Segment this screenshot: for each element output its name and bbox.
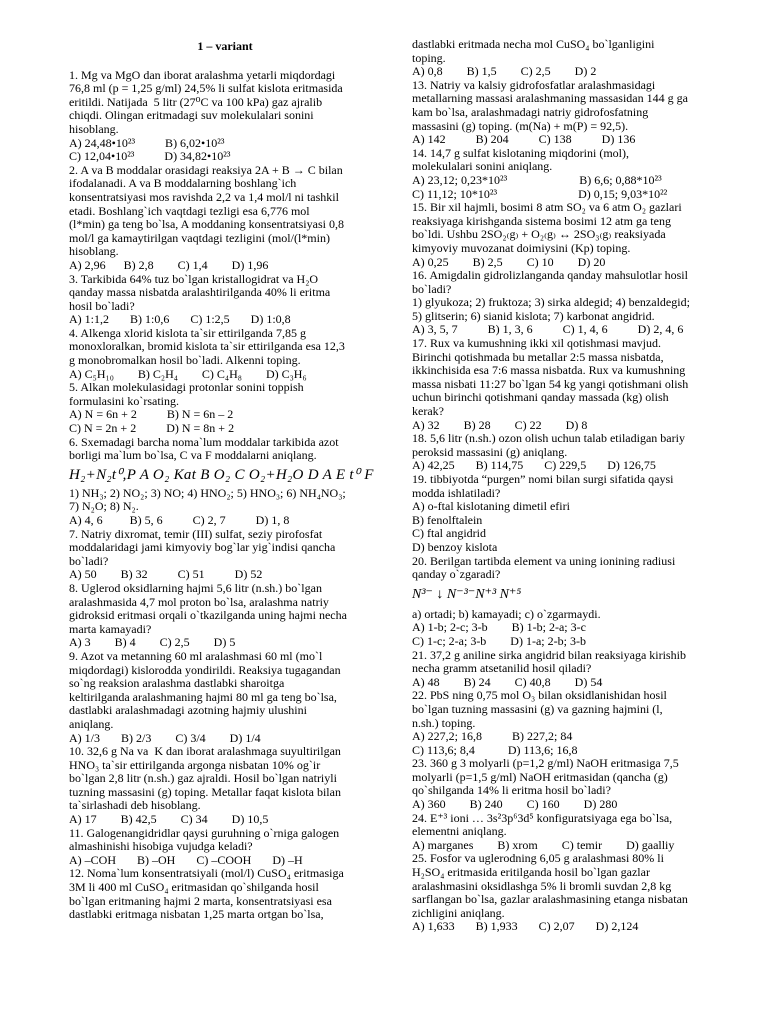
text-line: 19. tibbiyotda “purgen” nomi bilan surgi sifatida qaysi [412, 472, 674, 486]
left-questions-continued [69, 487, 381, 922]
text-line: A) 1:1,2 B) 1:0,6 C) 1:2,5 D) 1:0,8 [69, 312, 291, 327]
text-line: uchun birinchi qotishmani qanday massada (kg) olish [412, 390, 669, 405]
text-line: 18. 5,6 litr (n.sh.) ozon olish uchun talab etiladigan bariy [412, 431, 685, 446]
text-line: A) 3, 5, 7 B) 1, 3, 6 C) 1, 4, 6 D) 2, 4, 6 [412, 322, 684, 337]
text-line: formulasini ko`rsating. [69, 393, 179, 408]
text-line: Birinchi qotishmada bu metallar 2:5 massa nisbatda, [412, 349, 664, 364]
text-line: chiqdi. Olingan eritmadagi suv molekulalari sonini [69, 108, 314, 123]
text-line: g monobromalkan hosil bo`ladi. Alkenni toping. [69, 353, 301, 368]
text-line: C) 11,12; 10*10²³ D) 0,15; 9,03*10²² [412, 186, 668, 201]
text-line: miqdordagi) kislorodda yondirildi. Reaksiya tugagandan [69, 662, 341, 677]
text-line: tuzning massasini (g) toping. Metallar faqat kislota bilan [69, 784, 341, 799]
text-line: aralashmasini oksidlashga 5% li bromli suvdan 2,8 kg [412, 878, 672, 893]
text-line: 10. 32,6 g Na va K dan iborat aralashmaga suyultirilgan [69, 744, 341, 759]
right-column [412, 38, 730, 934]
text-line: A) N = 6n + 2 B) N = 6n – 2 [69, 407, 234, 422]
text-line: A) 3 B) 4 C) 2,5 D) 5 [69, 635, 236, 650]
text-line: aniqlang. [69, 716, 114, 731]
text-line: konsentratsiyasi mos ravishda 2,2 va 1,4 mol/l ni tashkil [69, 189, 339, 204]
text-line: borligi ma`lum bo`lsa, C va F moddalarni aniqlang. [69, 448, 317, 463]
text-line: bo`ldi. Ushbu 2SO₂₍g₎ + O₂₍g₎ ↔ 2SO₃₍g₎ reaksiyada [412, 227, 666, 242]
text-line: 3. Tarkibida 64% tuz bo`lgan kristallogidrat va H₂O [69, 271, 319, 286]
text-line: aralashmasida 4,7 mol proton bo`lsa, aralashma natriy [69, 594, 329, 609]
text-line: 20. Berilgan tartibda element va uning ionining radiusi [412, 553, 676, 568]
text-line: A) 227,2; 16,8 B) 227,2; 84 [412, 729, 573, 744]
text-line: A) 142 B) 204 C) 138 D) 136 [412, 132, 636, 147]
text-line: monoxloralkan, bromid kislota ta`sir ettirilganda esa 12,3 [69, 339, 345, 354]
text-line: massa nisbati 11:27 bo`lgan 54 kg yangi qotishmani olish [412, 376, 689, 391]
text-line: kimyoviy muvozanat doimiysini (Kp) toping. [412, 240, 631, 255]
text-line: n.sh.) toping. [412, 715, 476, 730]
text-line: necha gramm atsetanilid hosil qiladi? [412, 661, 592, 676]
text-line: molyarli (p=1,5 g/ml) NaOH eritmasidan (qancha (g) [412, 769, 668, 784]
text-line: A) –COH B) –OH C) –COOH D) –H [69, 852, 303, 867]
text-line: A) C₅H₁₀ B) C₂H₄ C) C₄H₈ D) C₃H₆ [69, 366, 307, 381]
text-line: A) 4, 6 B) 5, 6 C) 2, 7 D) 1, 8 [69, 513, 290, 527]
text-line: A) 0,8 B) 1,5 C) 2,5 D) 2 [412, 64, 597, 79]
text-line: 25. Fosfor va uglerodning 6,05 g aralashmasi 80% li [412, 851, 664, 866]
text-line: bo`lgan tuzning massasini (g) va gazning hajmini (l, [412, 701, 663, 716]
text-line: hisoblang. [69, 244, 119, 259]
text-line: qanday massa nisbatda aralashtirilganda 40% li eritma [69, 285, 331, 300]
text-line: a) ortadi; b) kamayadi; c) o`zgarmaydi. [412, 606, 601, 621]
text-line: mol/l ga kamaytirilgan vaqtdagi tezligini (mol/(l*min) [69, 230, 330, 245]
text-line: 21. 37,2 g aniline sirka angidrid bilan reaksiyaga kirishib [412, 647, 686, 662]
text-line: B) fenolftalein [412, 512, 483, 527]
text-line: A) 1-b; 2-c; 3-b B) 1-b; 2-a; 3-c [412, 620, 586, 635]
text-line: toping. [412, 50, 446, 65]
text-line: modda ishlatiladi? [412, 485, 501, 500]
text-line: metallarning massasi aralashmaning massasidan 144 g ga [412, 91, 688, 106]
text-line: A) 50 B) 32 C) 51 D) 52 [69, 567, 263, 582]
text-line: bo`ladi? [412, 281, 452, 296]
text-line: almashinishi hisobiga vujudga keladi? [69, 839, 253, 854]
text-line: molekulalari sonini aniqlang. [412, 159, 553, 174]
text-line: C) N = 2n + 2 D) N = 8n + 2 [69, 421, 235, 436]
text-line: bo`lgan eritmaning hajmi 2 marta, konsentratsiyasi esa [69, 893, 332, 908]
text-line: 76,8 ml (p = 1,25 g/ml) 24,5% li sulfat kislota eritmasida [69, 81, 343, 96]
text-line: ta`sirlashadi deb hisoblang. [69, 798, 201, 813]
text-line: H₂SO₄ eritmasida eritilganda hosil bo`lgan gazlar [412, 865, 650, 880]
text-line: A) 17 B) 42,5 C) 34 D) 10,5 [69, 812, 269, 827]
text-line: gidroksid eritmasi orqali o`tkazilganda uning hajmi necha [69, 608, 347, 623]
text-line: A) 1/3 B) 2/3 C) 3/4 D) 1/4 [69, 730, 261, 745]
text-line: eritildi. Natijada 5 litr (27⁰C va 100 kPa) gaz ajralib [69, 94, 323, 109]
text-line: hosil bo`ladi? [69, 298, 135, 313]
text-line: bo`lgan 2,8 litr (n.sh.) gaz ajraldi. Hosil bo`lgan natriyli [69, 771, 337, 786]
text-line: (l*min) ga teng bo`lsa, A moddaning konsentratsiyasi 0,8 [69, 217, 344, 232]
text-line: dastlabki eritmaga nisbatan 1,25 marta ortgan bo`lsa, [69, 907, 324, 922]
text-line: D) benzoy kislota [412, 539, 498, 554]
text-line: 2. A va B moddalar orasidagi reaksiya 2A + B → C bilan [69, 162, 343, 177]
text-line: ikkinchisida esa 7:6 massa nisbatda. Rux va kumushning [412, 363, 686, 378]
text-line: A) 2,96 B) 2,8 C) 1,4 D) 1,96 [69, 257, 269, 272]
text-line: elementni aniqlang. [412, 824, 507, 839]
ion-radius-series: N³⁻ ↓ N⁻³⁻N⁺³ N⁺⁵ [412, 586, 522, 602]
text-line: C) ftal angidrid [412, 526, 486, 541]
text-line: A) 32 B) 28 C) 22 D) 8 [412, 417, 588, 432]
text-line: 17. Rux va kumushning ikki xil qotishmasi mavjud. [412, 336, 661, 351]
text-line: A) 1,633 B) 1,933 C) 2,07 D) 2,124 [412, 919, 639, 934]
text-line: 16. Amigdalin gidrolizlanganda qanday mahsulotlar hosil [412, 268, 688, 283]
variant-title: 1 – variant [197, 39, 253, 53]
text-line: A) o-ftal kislotaning dimetil efiri [412, 499, 570, 514]
text-line: 22. PbS ning 0,75 mol O₃ bilan oksidlanishidan hosil [412, 688, 667, 703]
text-line: 15. Bir xil hajmli, bosimi 8 atm SO₂ va 6 atm O₂ gazlari [412, 200, 682, 215]
text-line: 12. Noma`lum konsentratsiyali (mol/l) CuSO₄ eritmasiga [69, 866, 344, 881]
text-line: keltirilganda aralashmaning hajmi 80 ml ga teng bo`lsa, [69, 689, 337, 704]
text-line: 23. 360 g 3 molyarli (p=1,2 g/ml) NaOH eritmasiga 7,5 [412, 756, 679, 771]
text-line: 7. Natriy dixromat, temir (III) sulfat, seziy pirofosfat [69, 526, 323, 541]
text-line: A) 0,25 B) 2,5 C) 10 D) 20 [412, 254, 606, 269]
text-line: 13. Natriy va kalsiy gidrofosfatlar aralashmasidagi [412, 77, 656, 92]
text-line: zichligini aniqlang. [412, 905, 505, 920]
text-line: HNO₃ ta`sir ettirilganda argonga nisbatan 10% og`ir [69, 757, 321, 772]
text-line: kerak? [412, 404, 444, 419]
text-line: kam bo`lsa, aralashmadagi natriy gidrofosfatning [412, 104, 649, 119]
text-line: A) 360 B) 240 C) 160 D) 280 [412, 797, 618, 812]
text-line: 3M li 400 ml CuSO₄ eritmasidan qo`shilganda hosil [69, 880, 319, 895]
left-column [69, 40, 381, 922]
right-questions-continued [412, 608, 730, 934]
text-line: A) 23,12; 0,23*10²³ B) 6,6; 0,88*10²³ [412, 172, 662, 187]
text-line: bo`ladi? [69, 553, 109, 568]
text-line: hisoblang. [69, 121, 119, 136]
text-line: 11. Galogenangidridlar qaysi guruhning o`rniga galogen [69, 825, 340, 840]
text-line: 6. Sxemadagi barcha noma`lum moddalar tarkibida azot [69, 434, 339, 449]
text-line: so`ng reaksion aralashma dastlabki sharoitga [69, 676, 285, 691]
text-line: moddalaridagi jami kimyoviy bog`lar yig`indisi qancha [69, 540, 336, 555]
reaction-scheme: H₂+N₂t⁰,P A O₂ Kat B O₂ C O₂+H₂O D A E t⁰ F [69, 466, 374, 483]
right-questions [412, 38, 730, 582]
text-line: qanday o`zgaradi? [412, 567, 501, 582]
text-line: 8. Uglerod oksidlarning hajmi 5,6 litr (n.sh.) bo`lgan [69, 580, 322, 595]
text-line: C) 12,04•10²³ D) 34,82•10²³ [69, 149, 231, 164]
text-line: 5) glitserin; 6) sianid kislota; 7) karbonat angidrid. [412, 308, 655, 323]
text-line: marta kamayadi? [69, 621, 152, 636]
text-line: C) 113,6; 8,4 D) 113,6; 16,8 [412, 742, 578, 757]
text-line: C) 1-c; 2-a; 3-b D) 1-a; 2-b; 3-b [412, 633, 586, 648]
text-line: 1) NH₃; 2) NO₂; 3) NO; 4) HNO₂; 5) HNO₃; 6) NH₄NO₃; [69, 485, 346, 500]
text-line: ifodalanadi. A va B moddalarning boshlang`ich [69, 176, 297, 191]
text-line: A) 24,48•10²³ B) 6,02•10²³ [69, 135, 225, 150]
text-line: 1. Mg va MgO dan iborat aralashma yetarli miqdordagi [69, 67, 336, 82]
text-line: qo`shilganda 14% li eritma hosil bo`ladi? [412, 783, 611, 798]
text-line: massasini (g) toping. (m(Na) + m(P) = 92,5). [412, 118, 629, 133]
text-line: sarflangan bo`lsa, gazlar aralashmasining etanga nisbatan [412, 892, 688, 907]
text-line: 14. 14,7 g sulfat kislotaning miqdorini (mol), [412, 145, 629, 160]
text-line: 24. E⁺³ ioni … 3s²3p⁶3d⁵ konfiguratsiyaga ega bo`lsa, [412, 810, 673, 825]
text-line: dastlabki aralashmadagi azotning hajmiy ulushini [69, 703, 307, 718]
text-line: peroksid massasini (g) aniqlang. [412, 444, 568, 459]
text-line: 9. Azot va metanning 60 ml aralashmasi 60 ml (mo`l [69, 648, 323, 663]
text-line: A) 42,25 B) 114,75 C) 229,5 D) 126,75 [412, 458, 656, 473]
left-questions [69, 69, 381, 463]
text-line: dastlabki eritmada necha mol CuSO₄ bo`lganligini [412, 37, 655, 51]
text-line: A) 48 B) 24 C) 40,8 D) 54 [412, 674, 603, 689]
text-line: 4. Alkenga xlorid kislota ta`sir ettirilganda 7,85 g [69, 325, 306, 340]
text-line: etadi. Boshlang`ich vaqtdagi tezligi esa 6,776 mol [69, 203, 310, 218]
text-line: reaksiyaga kirishganda sistema bosimi 12 atm ga teng [412, 213, 671, 228]
text-line: 7) N₂O; 8) N₂. [69, 499, 139, 514]
text-line: A) marganes B) xrom C) temir D) gaalliy [412, 837, 675, 852]
text-line: 5. Alkan molekulasidagi protonlar sonini toppish [69, 380, 304, 395]
text-line: 1) glyukoza; 2) fruktoza; 3) sirka aldegid; 4) benzaldegid; [412, 295, 690, 310]
